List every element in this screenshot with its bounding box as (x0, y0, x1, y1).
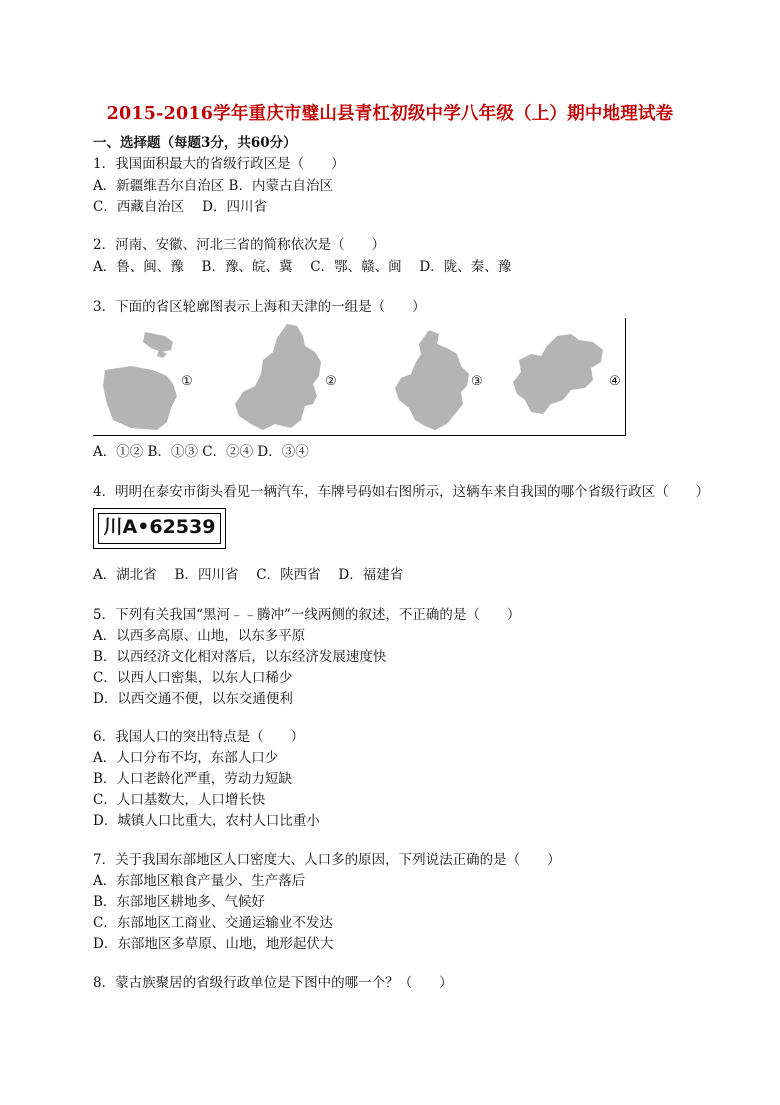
question-6-option-line: A．人口分布不均，东部人口少 (93, 750, 279, 766)
question-6-stem: 6．我国人口的突出特点是（ ） (93, 729, 305, 745)
question-6-option-line: D．城镇人口比重大，农村人口比重小 (93, 813, 320, 829)
province-outline-4 (511, 332, 609, 418)
license-plate-text: 川A•62539 (98, 513, 221, 544)
question-7-option-line: D．东部地区多草原、山地，地形起伏大 (93, 936, 334, 952)
question-4-stem: 4．明明在泰安市街头看见一辆汽车，车牌号码如右图所示，这辆车来自我国的哪个省级行政区（ ） (93, 484, 710, 500)
question-6-option-line: B．人口老龄化严重，劳动力短缺 (93, 771, 292, 787)
question-7-stem: 7．关于我国东部地区人口密度大、人口多的原因，下列说法正确的是（ ） (93, 852, 561, 868)
figure-frame-bottom (93, 435, 626, 436)
map-label-3: ③ (471, 374, 483, 389)
question-1-stem: 1．我国面积最大的省级行政区是（ ） (93, 156, 345, 172)
question-5-option-line: B．以西经济文化相对落后，以东经济发展速度快 (93, 649, 387, 665)
province-outline-1 (101, 326, 181, 432)
license-plate (93, 508, 226, 549)
page-title: 2015-2016学年重庆市璧山县青杠初级中学八年级（上）期中地理试卷 (106, 104, 674, 124)
map-label-4: ④ (609, 374, 621, 389)
question-1-option-line: A．新疆维吾尔自治区 B．内蒙古自治区 (93, 178, 333, 194)
question-1-option-line: C．西藏自治区 D．四川省 (93, 199, 267, 215)
question-2-option-line: A．鲁、闽、豫 B．豫、皖、冀 C．鄂、赣、闽 D．陇、秦、豫 (93, 259, 512, 275)
province-outline-3 (391, 326, 473, 432)
map-label-1: ① (181, 374, 193, 389)
province-outline-2 (233, 320, 325, 432)
question-4-option-line: A．湖北省 B．四川省 C．陕西省 D．福建省 (93, 567, 404, 583)
question-7-option-line: B．东部地区耕地多、气候好 (93, 894, 265, 910)
question-2-stem: 2．河南、安徽、河北三省的简称依次是（ ） (93, 237, 386, 253)
province-outline-figure (93, 318, 626, 436)
question-7-option-line: C．东部地区工商业、交通运输业不发达 (93, 915, 333, 931)
question-5-option-line: D．以西交通不便，以东交通便利 (93, 691, 293, 707)
question-3-option-line: A．①② B．①③ C．②④ D．③④ (93, 444, 309, 460)
section-heading: 一、选择题（每题3分，共60分） (93, 135, 297, 151)
figure-frame-right (625, 318, 626, 435)
question-3-stem: 3．下面的省区轮廓图表示上海和天津的一组是（ ） (93, 299, 426, 315)
map-label-2: ② (325, 374, 337, 389)
question-5-stem: 5．下列有关我国“黑河﹣﹣腾冲”一线两侧的叙述，不正确的是（ ） (93, 607, 521, 623)
question-5-option-line: C．以西人口密集，以东人口稀少 (93, 670, 293, 686)
question-7-option-line: A．东部地区粮食产量少、生产落后 (93, 873, 306, 889)
question-8-stem: 8．蒙古族聚居的省级行政单位是下图中的哪一个？（ ） (93, 975, 453, 991)
question-6-option-line: C．人口基数大，人口增长快 (93, 792, 266, 808)
question-5-option-line: A．以西多高原、山地，以东多平原 (93, 628, 306, 644)
